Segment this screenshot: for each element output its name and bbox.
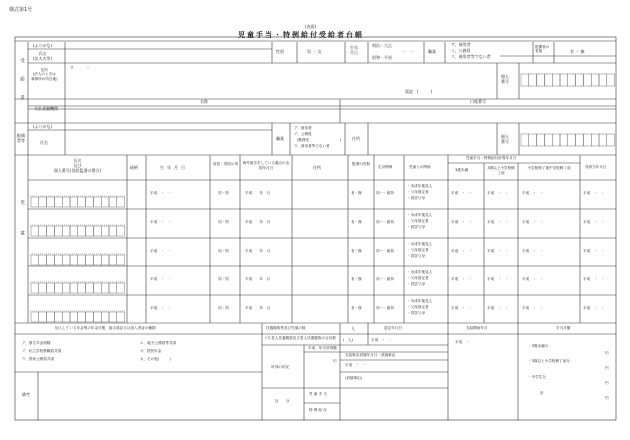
personal-number-digit-box bbox=[591, 134, 599, 146]
child-relationship-option[interactable]: ・父母指定者 bbox=[407, 219, 429, 223]
era-line1: 明治・大正 bbox=[372, 43, 392, 48]
child-relationship-option[interactable]: ・父母指定者 bbox=[407, 276, 429, 280]
child-age3[interactable]: 平成 ・ ・ bbox=[487, 249, 509, 253]
personal-number-digit-box bbox=[93, 226, 101, 236]
sex-options[interactable]: 男 ・ 女 bbox=[307, 49, 322, 54]
personal-number-digit-box bbox=[39, 197, 47, 207]
category-label: 区 分 bbox=[275, 399, 290, 403]
personal-number-digit-box bbox=[93, 197, 101, 207]
personal-number-digit-box bbox=[39, 226, 47, 236]
personal-number-digit-box bbox=[47, 255, 55, 265]
pay-end-header: 支給事由消滅年月日・消滅事由 bbox=[345, 353, 396, 357]
child-middle[interactable]: 平成 ・ ・ bbox=[522, 249, 544, 253]
child-name-header: 氏名 及び 個人番号(別居監護の場合) bbox=[53, 158, 102, 174]
personal-number-digit-box bbox=[109, 255, 117, 265]
amount-age3: ・3歳以上小学校修了前分 bbox=[528, 359, 570, 363]
child-same-sep[interactable]: 同・別 bbox=[218, 220, 229, 224]
personal-number-digit-box bbox=[93, 312, 101, 322]
child-relationship-option[interactable]: ・未成年後見人 bbox=[407, 184, 433, 188]
personal-number-digit-box bbox=[54, 226, 62, 236]
child-livelihood[interactable]: 同一・維持 bbox=[376, 191, 394, 195]
job-opt-a[interactable]: ア、被用者 bbox=[451, 42, 471, 47]
child-school-date[interactable]: 平成 年 月 bbox=[245, 191, 271, 195]
pension-opt-b[interactable]: イ、私立学校教職員共済 bbox=[22, 349, 62, 353]
pay-end-date[interactable]: 平成 ・ ・ bbox=[345, 363, 367, 367]
child-ineligible[interactable]: 平成 ・ ・ bbox=[583, 277, 605, 281]
child-school-date[interactable]: 平成 年 月 bbox=[245, 249, 271, 253]
personal-number-digit-box bbox=[31, 197, 39, 207]
child-relationship-option[interactable]: ・同居父母 bbox=[407, 311, 425, 315]
personal-number-digit-box bbox=[568, 74, 576, 86]
job-opt-b[interactable]: イ、公務員 bbox=[451, 48, 471, 53]
personal-number-digit-box bbox=[117, 255, 125, 265]
personal-number-digit-box bbox=[70, 197, 78, 207]
spouse-presence-value[interactable]: 有 ・ 無 bbox=[570, 49, 585, 54]
livelihood-header: 生計関係 bbox=[378, 165, 393, 169]
personal-number-digit-box bbox=[70, 255, 78, 265]
personal-number-digit-box bbox=[101, 226, 109, 236]
personal-number-digit-box bbox=[560, 134, 568, 146]
ineligible-header: 非該当年月日 bbox=[585, 165, 607, 169]
personal-number-digit-box bbox=[54, 312, 62, 322]
category-special-benefit[interactable]: 特 例 給 付 bbox=[309, 408, 327, 412]
extinction-reason[interactable]: (消滅事由) bbox=[345, 376, 363, 380]
personal-number-digit-box bbox=[576, 134, 584, 146]
dependents-header: 扶養親族等及び児童の数 bbox=[266, 326, 306, 330]
personal-number-digit-box bbox=[62, 226, 70, 236]
personal-number-digit-box bbox=[78, 255, 86, 265]
personal-number-digit-box bbox=[62, 312, 70, 322]
personal-number-digit-box bbox=[31, 312, 39, 322]
child-livelihood[interactable]: 同一・維持 bbox=[376, 220, 394, 224]
yen-4: 円 bbox=[605, 396, 609, 400]
child-age3[interactable]: 平成 ・ ・ bbox=[487, 220, 509, 224]
personal-number-digit-box bbox=[39, 283, 47, 293]
pay-start[interactable]: 平成 ・ bbox=[455, 340, 470, 344]
child-livelihood[interactable]: 同一・維持 bbox=[376, 277, 394, 281]
child-relationship-option[interactable]: ・未成年後見人 bbox=[407, 213, 433, 217]
amount-under3: ・3歳未満分 bbox=[528, 344, 549, 348]
spouse-job-opt-c[interactable]: ウ、被用者等でない者 bbox=[294, 144, 330, 148]
pension-opt-a[interactable]: ア、厚生年金保険 bbox=[22, 341, 51, 345]
custody-header: 監護の有無 bbox=[352, 162, 370, 166]
child-middle[interactable]: 平成 ・ ・ bbox=[522, 220, 544, 224]
personal-number-digit-box bbox=[552, 74, 560, 86]
child-age3[interactable]: 平成 ・ ・ bbox=[487, 191, 509, 195]
personal-number-digit-box bbox=[117, 226, 125, 236]
elderly-dependents-note: うち老人扶養親族及び老人扶養親族の合計数 bbox=[264, 336, 336, 340]
child-custody[interactable]: 有・無 bbox=[351, 191, 362, 195]
personal-number-digit-box bbox=[70, 226, 78, 236]
personal-number-digit-box bbox=[537, 74, 545, 86]
category-child-allowance[interactable]: 児 童 手 当 bbox=[309, 392, 327, 396]
under3-header: 3歳未満 bbox=[455, 168, 469, 172]
personal-number-digit-box bbox=[31, 283, 39, 293]
spouse-side-label: 配偶者等 bbox=[17, 133, 25, 143]
yen-3: 円 bbox=[605, 381, 609, 385]
pension-opt-c[interactable]: ウ、国家公務員共済 bbox=[22, 357, 55, 361]
personal-number-digit-box bbox=[78, 312, 86, 322]
child-ineligible[interactable]: 平成 ・ ・ bbox=[583, 191, 605, 195]
child-ineligible[interactable]: 平成 ・ ・ bbox=[583, 220, 605, 224]
personal-number-digit-box bbox=[583, 134, 591, 146]
era-line2: 昭和・平成 bbox=[372, 55, 392, 60]
spouse-furigana-label: (ふりがな) bbox=[33, 124, 53, 129]
child-under3[interactable]: 平成 ・ ・ bbox=[451, 277, 473, 281]
child-address-header: 住所 bbox=[313, 165, 321, 170]
child-ineligible[interactable]: 平成 ・ ・ bbox=[583, 306, 605, 310]
personal-number-digit-box bbox=[86, 283, 94, 293]
personal-number-digit-box bbox=[521, 134, 529, 146]
personal-number-digit-box bbox=[31, 255, 39, 265]
child-custody[interactable]: 有・無 bbox=[351, 220, 362, 224]
personal-number-digit-box bbox=[54, 197, 62, 207]
personal-number-digit-box bbox=[39, 312, 47, 322]
yen-1: 円 bbox=[605, 351, 609, 355]
personal-number-digit-box bbox=[86, 255, 94, 265]
personal-number-digit-box bbox=[39, 255, 47, 265]
child-relationship-option[interactable]: ・未成年後見人 bbox=[407, 299, 433, 303]
middle-header: 小学校修了後中学校修了前 bbox=[527, 166, 571, 170]
spouse-address-label: 住所 bbox=[352, 136, 360, 141]
personal-number-digit-box bbox=[54, 283, 62, 293]
yen-2: 円 bbox=[605, 366, 609, 370]
birth-label: 生年 月日 bbox=[350, 45, 358, 56]
personal-number-digit-box bbox=[117, 283, 125, 293]
child-same-sep[interactable]: 同・別 bbox=[218, 191, 229, 195]
personal-number-digit-box bbox=[529, 74, 537, 86]
personal-number-digit-box bbox=[109, 226, 117, 236]
recipient-furigana-label: (ふりがな) bbox=[33, 43, 53, 48]
child-custody[interactable]: 有・無 bbox=[351, 249, 362, 253]
child-birth[interactable]: 平成 ・ ・ bbox=[150, 220, 172, 224]
child-under3[interactable]: 平成 ・ ・ bbox=[451, 191, 473, 195]
personal-number-digit-box bbox=[109, 312, 117, 322]
personal-number-digit-box bbox=[117, 197, 125, 207]
personal-number-digit-box bbox=[78, 283, 86, 293]
account-number-label: 口座番号 bbox=[470, 99, 486, 104]
child-birth[interactable]: 平成 ・ ・ bbox=[150, 277, 172, 281]
personal-number-digit-box bbox=[54, 255, 62, 265]
monthly-amount-header: 手当月額 bbox=[556, 326, 571, 330]
personal-number-digit-box bbox=[78, 197, 86, 207]
personal-number-digit-box bbox=[70, 312, 78, 322]
personal-number-digit-box bbox=[529, 134, 537, 146]
pension-opt-d[interactable]: エ、地方公務員等共済 bbox=[140, 341, 177, 345]
personal-number-digit-box bbox=[101, 283, 109, 293]
child-under3[interactable]: 平成 ・ ・ bbox=[451, 249, 473, 253]
pension-opt-e[interactable]: オ、国民年金 bbox=[140, 349, 162, 353]
child-custody[interactable]: 有・無 bbox=[351, 277, 362, 281]
age3-elem-header: 3歳以上小学校修了前 bbox=[487, 166, 515, 175]
personal-number-digit-box bbox=[101, 312, 109, 322]
child-birth[interactable]: 平成 ・ ・ bbox=[150, 191, 172, 195]
spouse-name-label: 氏名 bbox=[40, 140, 48, 145]
child-age3[interactable]: 平成 ・ ・ bbox=[487, 277, 509, 281]
child-middle[interactable]: 平成 ・ ・ bbox=[522, 277, 544, 281]
personal-number-digit-box bbox=[521, 74, 529, 86]
personal-number-digit-box bbox=[544, 134, 552, 146]
phone-label[interactable]: 電話 ( ) bbox=[405, 89, 433, 94]
relationship-header: 児童との関係 bbox=[409, 165, 431, 169]
income-yen: 円 bbox=[333, 359, 337, 363]
child-birth[interactable]: 平成 ・ ・ bbox=[150, 249, 172, 253]
personal-number-digit-box bbox=[117, 312, 125, 322]
pay-start-header: 支給開始年月 bbox=[466, 326, 488, 330]
personal-number-digit-box bbox=[93, 283, 101, 293]
personal-number-digit-box bbox=[109, 283, 117, 293]
birth-header: 生年月日 bbox=[160, 165, 188, 170]
child-school-date[interactable]: 平成 年 月 bbox=[245, 277, 271, 281]
personal-number-digit-box bbox=[62, 255, 70, 265]
spouse-job-opt-a[interactable]: ア、被用者 bbox=[294, 126, 312, 130]
child-school-date[interactable]: 平成 年 月 bbox=[245, 306, 271, 310]
personal-number-digit-box bbox=[552, 134, 560, 146]
personal-number-digit-box bbox=[101, 197, 109, 207]
personal-number-digit-box bbox=[599, 134, 607, 146]
recipient-personal-number-label: 個人 番号 bbox=[501, 74, 509, 85]
child-ineligible[interactable]: 平成 ・ ・ bbox=[583, 249, 605, 253]
child-relationship-option[interactable]: ・父母指定者 bbox=[407, 305, 429, 309]
personal-number-digit-box bbox=[47, 197, 55, 207]
pension-opt-f[interactable]: カ、その他( ) bbox=[140, 357, 172, 361]
people-unit: 人 bbox=[351, 326, 355, 331]
recipient-name-label: 氏名 (法人名等) bbox=[33, 51, 53, 62]
side-label: (表面) bbox=[305, 24, 317, 29]
personal-number-digit-box bbox=[537, 134, 545, 146]
child-relationship-option[interactable]: ・未成年後見人 bbox=[407, 270, 433, 274]
child-relationship-option[interactable]: ・同居父母 bbox=[407, 282, 425, 286]
child-same-sep[interactable]: 同・別 bbox=[218, 306, 229, 310]
calc-period-header: 児童手当・特例給付計算年月日 bbox=[466, 156, 517, 160]
personal-number-digit-box bbox=[101, 255, 109, 265]
personal-number-digit-box bbox=[47, 312, 55, 322]
child-livelihood[interactable]: 同一・維持 bbox=[376, 306, 394, 310]
personal-number-digit-box bbox=[607, 134, 615, 146]
personal-number-digit-box bbox=[62, 283, 70, 293]
sex-label: 性別 bbox=[276, 49, 284, 54]
child-relationship-option[interactable]: ・同居父母 bbox=[407, 196, 425, 200]
amount-total: 計 bbox=[540, 391, 544, 395]
pension-header: 加入している年金等の年金手帳、組合員証又は加入者証の種類 bbox=[55, 326, 156, 330]
spouse-job-label: 職業 bbox=[276, 136, 284, 141]
bank-label: 支払金融機関 bbox=[34, 106, 58, 111]
child-age3[interactable]: 平成 ・ ・ bbox=[487, 306, 509, 310]
child-birth[interactable]: 平成 ・ ・ bbox=[150, 306, 172, 310]
personal-number-digit-box bbox=[591, 74, 599, 86]
personal-number-digit-box bbox=[31, 226, 39, 236]
child-livelihood[interactable]: 同一・維持 bbox=[376, 249, 394, 253]
address-label: 住所 (法人のときは 事務所の所在地) bbox=[31, 68, 58, 81]
spouse-personal-number-label: 個人 番号 bbox=[501, 134, 509, 145]
school-header: 海外留学をしている場合の出国年月日 bbox=[242, 161, 290, 170]
child-same-sep[interactable]: 同・別 bbox=[218, 249, 229, 253]
bank-name-label: 名称 bbox=[200, 99, 208, 104]
personal-number-digit-box bbox=[544, 74, 552, 86]
child-relationship-option[interactable]: ・同居父母 bbox=[407, 254, 425, 258]
postal-code[interactable]: 〒 － bbox=[70, 65, 90, 70]
job-label: 職業 bbox=[428, 49, 436, 54]
children-side-label: 児童 bbox=[19, 200, 25, 262]
child-under3[interactable]: 平成 ・ ・ bbox=[451, 220, 473, 224]
elderly-dependents-count[interactable]: ( 人) bbox=[343, 338, 353, 342]
child-custody[interactable]: 有・無 bbox=[351, 306, 362, 310]
spouse-workplace[interactable]: (勤務先 bbox=[297, 138, 310, 142]
income-label: 所得の状況 bbox=[271, 365, 289, 369]
personal-number-digit-box bbox=[599, 74, 607, 86]
remarks-label: 備考 bbox=[22, 392, 30, 397]
income-year[interactable]: 平成 年分所得額 bbox=[308, 346, 337, 350]
child-school-date[interactable]: 平成 年 月 bbox=[245, 220, 271, 224]
recipient-side-label: 受給者 bbox=[19, 58, 25, 114]
birth-date[interactable]: ・ ・ bbox=[402, 49, 414, 54]
cert-date-header: 認定年月日 bbox=[384, 326, 402, 330]
cert-date[interactable]: 平成 ・ ・ bbox=[371, 338, 393, 342]
spouse-presence-label: 配偶者の有無 bbox=[535, 45, 550, 54]
personal-number-digit-box bbox=[86, 226, 94, 236]
job-opt-c[interactable]: ウ、被用者等でない者 bbox=[451, 54, 491, 59]
child-middle[interactable]: 平成 ・ ・ bbox=[522, 306, 544, 310]
personal-number-digit-box bbox=[70, 283, 78, 293]
personal-number-digit-box bbox=[568, 134, 576, 146]
personal-number-digit-box bbox=[560, 74, 568, 86]
form-number: 様式第1号 bbox=[9, 7, 33, 13]
form-title: 児童手当・特例給付受給者台帳 bbox=[238, 31, 364, 39]
personal-number-digit-box bbox=[62, 197, 70, 207]
spouse-job-opt-b[interactable]: イ、公務員 bbox=[294, 132, 312, 136]
personal-number-digit-box bbox=[607, 74, 615, 86]
personal-number-digit-box bbox=[93, 255, 101, 265]
child-relationship-option[interactable]: ・父母指定者 bbox=[407, 248, 429, 252]
personal-number-digit-box bbox=[47, 226, 55, 236]
spouse-workplace-close: ) bbox=[340, 138, 342, 142]
child-same-sep[interactable]: 同・別 bbox=[218, 277, 229, 281]
child-relationship-option[interactable]: ・同居父母 bbox=[407, 225, 425, 229]
child-under3[interactable]: 平成 ・ ・ bbox=[451, 306, 473, 310]
personal-number-digit-box bbox=[86, 312, 94, 322]
personal-number-digit-box bbox=[583, 74, 591, 86]
same-sep-header: 同居・別居の別 bbox=[212, 162, 239, 166]
personal-number-digit-box bbox=[47, 283, 55, 293]
personal-number-digit-box bbox=[576, 74, 584, 86]
child-relationship-option[interactable]: ・未成年後見人 bbox=[407, 242, 433, 246]
child-relationship-option[interactable]: ・父母指定者 bbox=[407, 190, 429, 194]
personal-number-digit-box bbox=[78, 226, 86, 236]
child-middle[interactable]: 平成 ・ ・ bbox=[522, 191, 544, 195]
personal-number-digit-box bbox=[86, 197, 94, 207]
relation-header: 続柄 bbox=[130, 165, 138, 170]
amount-middle: ・中学生分 bbox=[528, 375, 546, 379]
personal-number-digit-box bbox=[109, 197, 117, 207]
